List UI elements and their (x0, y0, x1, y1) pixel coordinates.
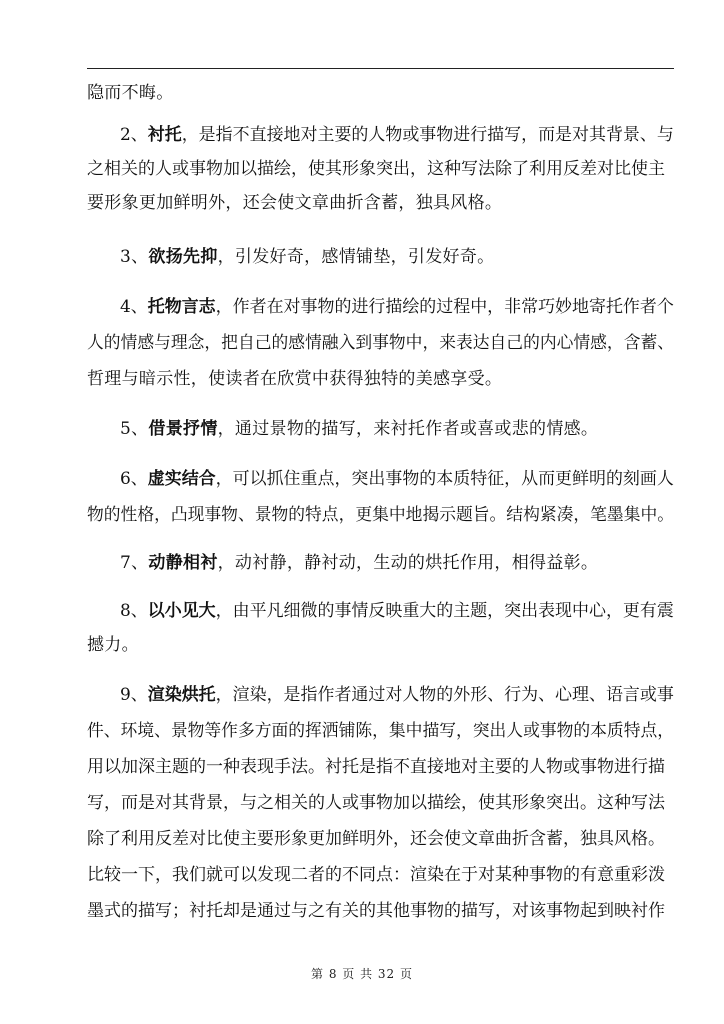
paragraph-6-line-1: 6、虚实结合，可以抓住重点，突出事物的本质特征，从而更鲜明的刻画人 (120, 469, 674, 489)
paragraph-5-line-1: 5、借景抒情，通过景物的描写，来衬托作者或喜或悲的情感。 (120, 419, 599, 439)
item-term: 衬托 (147, 125, 182, 145)
item-number: 7、 (120, 553, 149, 573)
item-term: 借景抒情 (148, 419, 218, 439)
paragraph-9-line-4: 写，而是对其背景，与之相关的人或事物加以描绘，使其形象突出。这种写法 (87, 793, 665, 813)
paragraph-9-line-2: 件、环境、景物等作多方面的挥洒铺陈，集中描写，突出人或事物的本质特点， (87, 721, 675, 741)
item-number: 5、 (120, 419, 149, 439)
item-number: 3、 (120, 247, 149, 267)
paragraph-4-line-1: 4、托物言志，作者在对事物的进行描绘的过程中，非常巧妙地寄托作者个 (120, 297, 674, 317)
paragraph-8-line-2: 撼力。 (87, 635, 139, 655)
item-term: 渲染烘托 (147, 685, 216, 705)
paragraph-continuation-line: 隐而不晦。 (87, 83, 174, 103)
paragraph-4-line-2: 人的情感与理念，把自己的感情融入到事物中，来表达自己的内心情感，含蓄、 (87, 333, 675, 353)
paragraph-2-line-3: 要形象更加鲜明外，还会使文章曲折含蓄，独具风格。 (87, 193, 503, 213)
item-number: 6、 (120, 469, 148, 489)
item-term: 托物言志 (147, 297, 216, 317)
item-term: 动静相衬 (148, 553, 218, 573)
paragraph-9-line-5: 除了利用反差对比使主要形象更加鲜明外，还会使文章曲折含蓄，独具风格。 (87, 829, 665, 849)
paragraph-3-line-1: 3、欲扬先抑，引发好奇，感情铺垫，引发好奇。 (120, 247, 495, 267)
paragraph-2-line-2: 之相关的人或事物加以描绘，使其形象突出，这种写法除了利用反差对比使主 (87, 159, 665, 179)
paragraph-9-line-6: 比较一下，我们就可以发现二者的不同点：渲染在于对某种事物的有意重彩泼 (87, 865, 665, 885)
paragraph-9-line-7: 墨式的描写；衬托却是通过与之有关的其他事物的描写，对该事物起到映衬作 (87, 901, 665, 921)
item-number: 8、 (120, 601, 148, 621)
item-term: 以小见大 (147, 601, 216, 621)
paragraph-7-line-1: 7、动静相衬，动衬静，静衬动，生动的烘托作用，相得益彰。 (120, 553, 599, 573)
item-term: 欲扬先抑 (148, 247, 218, 267)
item-number: 9、 (120, 685, 148, 705)
paragraph-2-line-1: 2、衬托，是指不直接地对主要的人物或事物进行描写，而是对其背景、与 (120, 125, 674, 145)
paragraph-8-line-1: 8、以小见大，由平凡细微的事情反映重大的主题，突出表现中心，更有震 (120, 601, 674, 621)
item-number: 2、 (120, 125, 148, 145)
paragraph-6-line-2: 物的性格，凸现事物、景物的特点，更集中地揭示题旨。结构紧凑，笔墨集中。 (87, 505, 675, 525)
paragraph-4-line-3: 哲理与暗示性，使读者在欣赏中获得独特的美感享受。 (87, 369, 503, 389)
page-number-footer: 第 8 页 共 32 页 (311, 967, 413, 981)
item-term: 虚实结合 (147, 469, 216, 489)
paragraph-9-line-1: 9、渲染烘托，渲染，是指作者通过对人物的外形、行为、心理、语言或事 (120, 685, 674, 705)
header-rule (87, 68, 674, 69)
item-number: 4、 (120, 297, 148, 317)
paragraph-9-line-3: 用以加深主题的一种表现手法。衬托是指不直接地对主要的人物或事物进行描 (87, 757, 665, 777)
